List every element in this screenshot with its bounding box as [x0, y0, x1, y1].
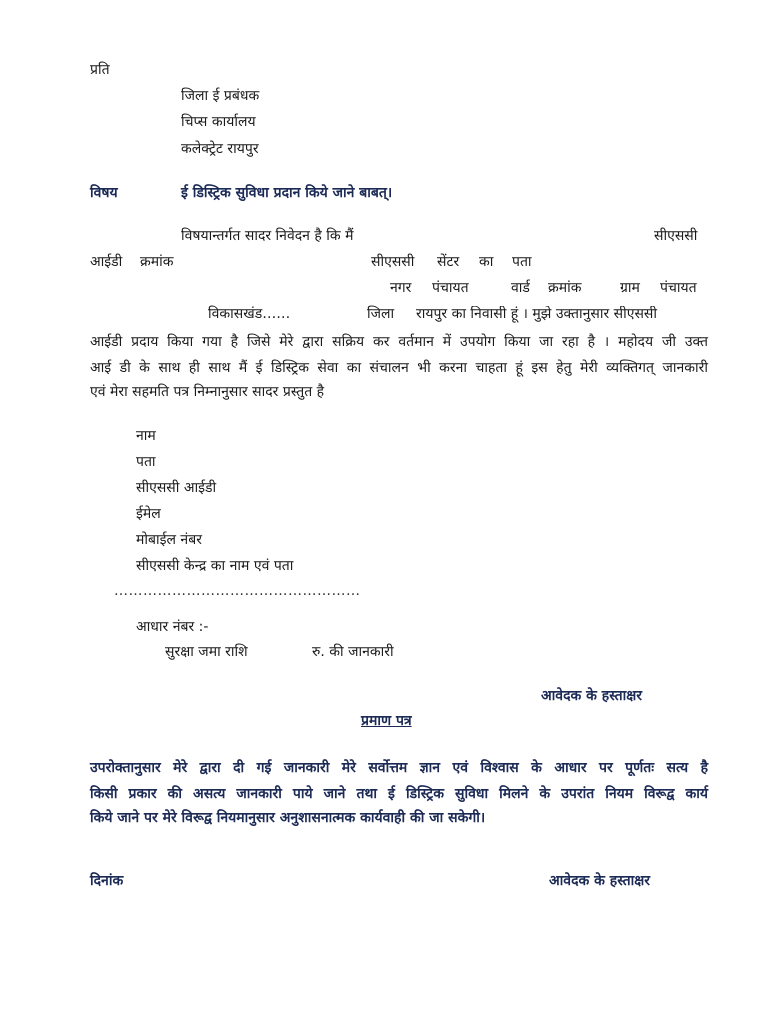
address-line-2: चिप्स कार्यालय — [181, 114, 256, 130]
applicant-signature-2: आवेदक के हस्ताक्षर — [549, 873, 651, 889]
body-line-3-e: ग्राम — [620, 280, 640, 296]
body-line-2-b: क्रमांक — [140, 254, 174, 270]
body-line-1-left: विषयान्तर्गत सादर निवेदन है कि मैं — [181, 228, 354, 244]
body-line-2-e: का — [479, 254, 494, 270]
body-line-3-c: वार्ड — [511, 280, 530, 296]
security-deposit-info: रु. की जानकारी — [312, 644, 394, 660]
subject-label: विषय — [90, 185, 118, 201]
field-center-name-address: सीएससी केन्द्र का नाम एवं पता — [136, 558, 294, 574]
body-line-4-b: जिला — [367, 306, 395, 322]
body-line-3-a: नगर — [390, 280, 412, 296]
body-line-3-b: पंचायत — [432, 280, 469, 296]
body-line-5: आईडी प्रदाय किया गया है जिसे मेरे द्वारा सक्रिय कर वर्तमान में उपयोग किया जा रहा है । महोदय जी उक्त — [90, 334, 708, 350]
body-line-2-c: सीएससी — [371, 254, 415, 270]
body-line-2-a: आईडी — [90, 254, 123, 270]
aadhaar-label: आधार नंबर :- — [136, 619, 209, 635]
body-line-6: आई डी के साथ ही साथ मैं ई डिस्ट्रिक सेवा का संचालन भी करना चाहता हूं इस हेतु मेरी व्यक्तिगत् जानकारी — [90, 360, 708, 376]
subject-text: ई डिस्ट्रिक सुविधा प्रदान किये जाने बाबत्। — [181, 185, 393, 201]
body-line-2-f: पता — [512, 254, 532, 270]
certificate-title: प्रमाण पत्र — [361, 713, 412, 729]
address-line-1: जिला ई प्रबंधक — [181, 88, 260, 104]
applicant-signature-1: आवेदक के हस्ताक्षर — [541, 688, 643, 704]
certificate-line-2: किसी प्रकार की असत्य जानकारी पाये जाने तथा ई डिस्ट्रिक सुविधा मिलने के उपरांत नियम विरूद्व कार्य — [90, 786, 708, 802]
field-mobile: मोबाईल नंबर — [136, 532, 202, 548]
body-line-3-d: क्रमांक — [548, 280, 582, 296]
date-label: दिनांक — [90, 873, 124, 889]
body-line-7: एवं मेरा सहमति पत्र निम्नानुसार सादर प्रस्तुत है — [90, 384, 325, 400]
field-name: नाम — [136, 428, 156, 444]
security-deposit-label: सुरक्षा जमा राशि — [165, 644, 248, 660]
field-email: ईमेल — [136, 506, 161, 522]
body-line-3-f: पंचायत — [660, 280, 697, 296]
body-line-4-c: रायपुर का निवासी हूं । मुझे उक्तानुसार सीएससी — [416, 306, 658, 322]
body-line-1-right: सीएससी — [654, 228, 698, 244]
field-address: पता — [136, 454, 156, 470]
body-line-4-a: विकासखंड…… — [208, 306, 291, 322]
field-csc-id: सीएससी आईडी — [136, 480, 217, 496]
certificate-line-3: किये जाने पर मेरे विरूद्व नियमानुसार अनुशासनात्मक कार्यवाही की जा सकेगी। — [90, 810, 486, 826]
body-line-2-d: सेंटर — [437, 254, 460, 270]
certificate-line-1: उपरोक्तानुसार मेरे द्वारा दी गई जानकारी मेरे सर्वोत्तम ज्ञान एवं विश्वास के आधार पर पूर्णतः सत्य है — [90, 760, 708, 776]
dotted-line: …………………………………………… — [114, 583, 361, 599]
prati-label: प्रति — [90, 62, 110, 78]
address-line-3: कलेक्ट्रेट रायपुर — [181, 141, 259, 157]
